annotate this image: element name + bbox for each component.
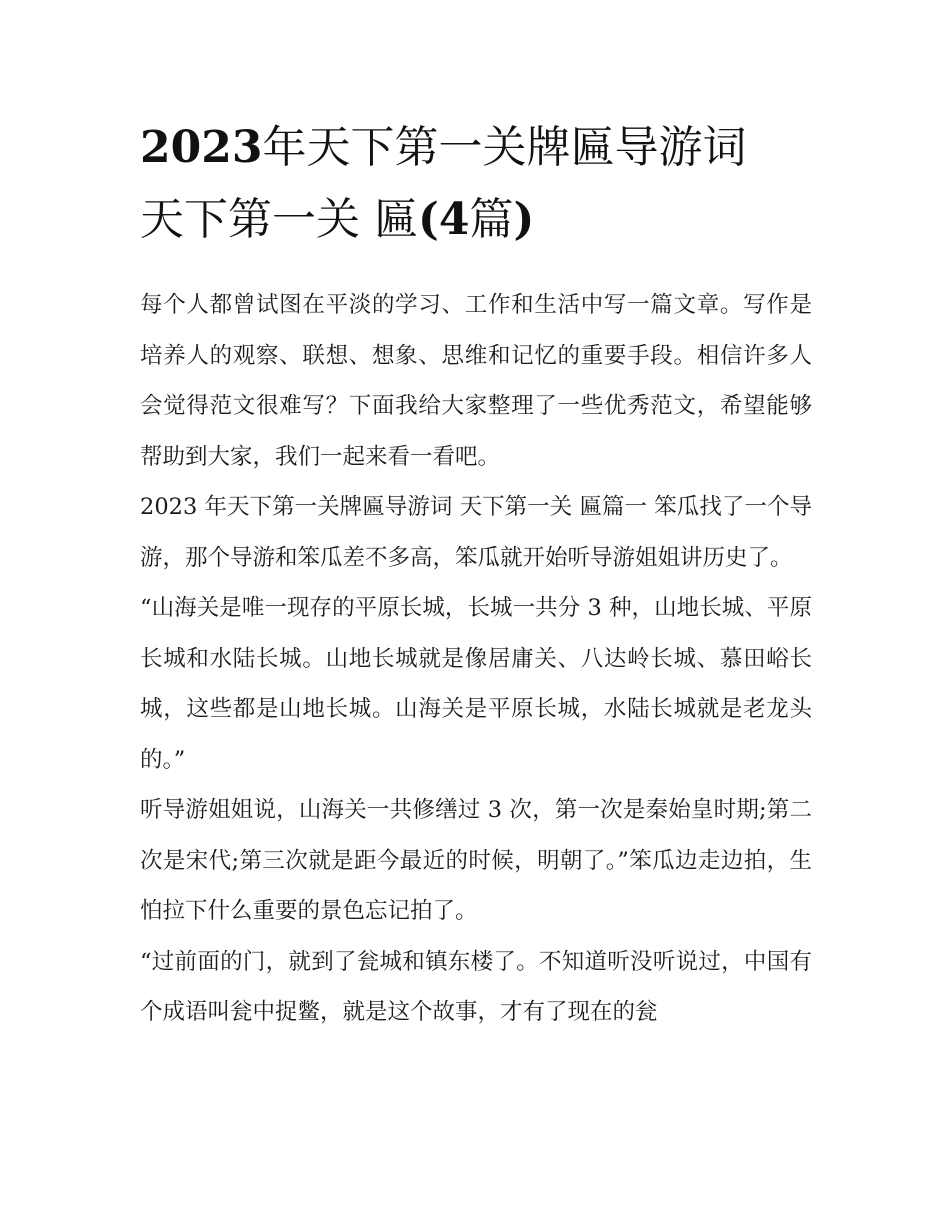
title-line-2 (140, 184, 840, 256)
title-line-1-text: 年天下第一关牌匾导游词 (262, 122, 747, 173)
body-paragraph: 听导游姐姐说，山海关一共修缮过 3 次，第一次是秦始皇时期;第二次是宋代;第三次就是距今最近的时候，明朝了。”笨瓜边走边拍，生怕拉下什么重要的景色忘记拍了。 (140, 797, 812, 924)
document-body (140, 280, 812, 1038)
title-close-paren: ) (513, 194, 535, 245)
title-count-unit: 篇 (469, 194, 514, 245)
body-paragraph: “山海关是唯一现存的平原长城，长城一共分 3 种，山地长城、平原长城和水陆长城。山地长城就是像居庸关、八达岭长城、慕田峪长城，这些都是山地长城。山海关是平原长城，水陆长城就是老龙头的。” (140, 595, 812, 773)
title-count: (4 (418, 194, 470, 245)
title-line-2-text: 天下第一关 匾 (140, 194, 418, 245)
document-title (140, 112, 840, 256)
intro-paragraph: 每个人都曾试图在平淡的学习、工作和生活中写一篇文章。写作是培养人的观察、联想、想象、思维和记忆的重要手段。相信许多人会觉得范文很难写？下面我给大家整理了一些优秀范文，希望能够帮助到大家，我们一起来看一看吧。 (140, 292, 812, 470)
title-line-1 (140, 112, 840, 184)
body-paragraph: 2023 年天下第一关牌匾导游词 天下第一关 匾篇一 笨瓜找了一个导游，那个导游和笨瓜差不多高，笨瓜就开始听导游姐姐讲历史了。 (140, 494, 812, 571)
body-paragraph: “过前面的门，就到了瓮城和镇东楼了。不知道听没听说过，中国有个成语叫瓮中捉鳖，就是这个故事，才有了现在的瓮 (140, 948, 812, 1025)
title-year: 2023 (140, 122, 263, 173)
